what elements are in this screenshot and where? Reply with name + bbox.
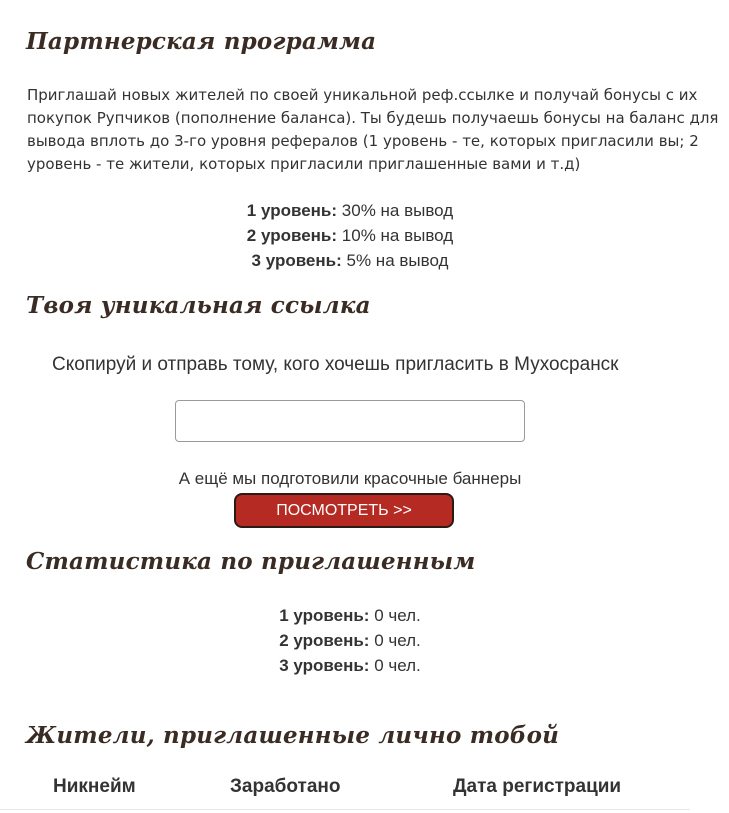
stats-title: Статистика по приглашенным	[26, 548, 476, 575]
referral-link-input[interactable]	[175, 400, 525, 442]
payout-levels	[0, 198, 700, 273]
view-banners-button[interactable]: ПОСМОТРЕТЬ >>	[234, 493, 454, 528]
invited-residents-title: Жители, приглашенные лично тобой	[26, 722, 560, 749]
payout-level-2: 2 уровень: 10% на вывод	[246, 226, 454, 245]
stats-levels	[0, 603, 700, 678]
payout-level-1: 1 уровень: 30% на вывод	[246, 201, 454, 220]
partner-program-description: Приглашай новых жителей по своей уникальной реф.ссылке и получай бонусы с их покупок Рупчиков (пополнение баланса). Ты будешь получаешь бонусы на баланс для вывода вплоть до 3-го уровня рефералов (1 уровень - те, которых пригласили вы; 2 уровень - те жители, которых пригласили приглашенные вами и т.д)	[27, 86, 719, 173]
column-registration-date[interactable]: Дата регистрации	[453, 776, 622, 797]
column-nickname[interactable]: Никнейм	[53, 776, 136, 797]
partner-program-title: Партнерская программа	[26, 28, 377, 55]
copy-instruction: Скопируй и отправь тому, кого хочешь пригласить в Мухосранск	[52, 354, 619, 375]
payout-level-3: 3 уровень: 5% на вывод	[251, 251, 449, 270]
unique-link-title: Твоя уникальная ссылка	[26, 292, 371, 319]
stats-level-2: 2 уровень: 0 чел.	[279, 631, 421, 650]
invited-table-header	[0, 773, 690, 810]
column-earned[interactable]: Заработано	[230, 776, 341, 797]
stats-level-3: 3 уровень: 0 чел.	[279, 656, 421, 675]
stats-level-1: 1 уровень: 0 чел.	[279, 606, 421, 625]
banners-text: А ещё мы подготовили красочные баннеры	[178, 469, 522, 488]
